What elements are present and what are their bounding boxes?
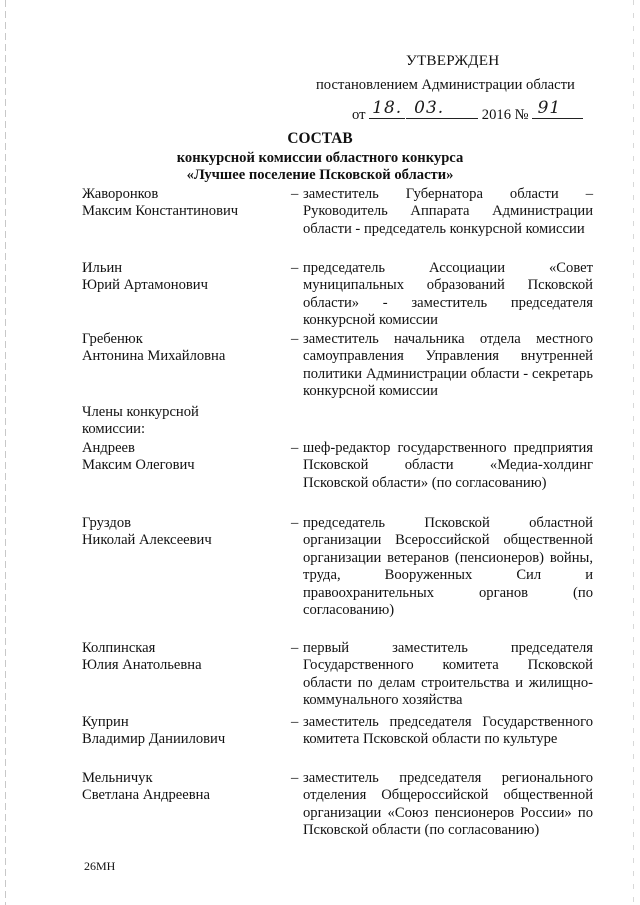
member-given-names: Юлия Анатольевна — [82, 657, 202, 674]
member-surname: Андреев — [82, 440, 135, 456]
document-subtitle-line1: конкурсной комиссии областного конкурса — [176, 150, 464, 166]
member-role: заместитель начальника отдела местного самоуправления Управления внутренней политики Администрации области - секретарь конкурсной комиссии — [303, 331, 593, 400]
member-surname: Гребенюк — [82, 331, 143, 347]
approval-date-row — [352, 97, 583, 124]
dash: – — [291, 640, 299, 656]
dash: – — [291, 440, 299, 456]
member-given-names: Юрий Артамонович — [82, 277, 208, 294]
member-given-names: Владимир Даниилович — [82, 731, 226, 748]
approval-heading: УТВЕРЖДЕН — [406, 52, 500, 69]
date-month-handwritten: 03. — [414, 97, 445, 118]
dash: – — [291, 331, 299, 347]
dash: – — [291, 515, 299, 531]
member-role: шеф-редактор государственного предприятия Псковской области «Медиа-холдинг Псковской области» (по согласованию) — [303, 440, 593, 491]
date-day-blank — [369, 97, 405, 119]
member-given-names: Светлана Андреевна — [82, 787, 210, 804]
members-subheading — [82, 404, 282, 439]
document-title: СОСТАВ — [287, 130, 353, 147]
members-subheading-line2: комиссии: — [82, 421, 146, 438]
member-role: председатель Ассоциации «Совет муниципальных образований Псковской области» - заместитель председателя конкурсной комиссии — [303, 260, 593, 329]
member-surname: Куприн — [82, 714, 129, 730]
approval-line: постановлением Администрации области — [316, 77, 575, 93]
member-given-names: Максим Олегович — [82, 457, 195, 474]
document-subtitle-line2: «Лучшее поселение Псковской области» — [186, 167, 454, 183]
member-surname: Ильин — [82, 260, 123, 276]
number-blank — [532, 97, 583, 119]
members-subheading-line1: Члены конкурсной — [82, 404, 199, 420]
year-text: 2016 № — [481, 107, 529, 123]
member-role: первый заместитель председателя Государственного комитета Псковской области по делам строительства и жилищно-коммунального хозяйства — [303, 640, 593, 709]
member-name — [82, 640, 282, 675]
dash: – — [291, 714, 299, 730]
member-name — [82, 770, 282, 805]
member-name — [82, 714, 282, 749]
member-surname: Груздов — [82, 515, 132, 531]
member-name — [82, 331, 282, 366]
date-prefix: от — [352, 107, 366, 123]
member-role: заместитель председателя регионального отделения Общероссийской общественной организации «Союз пенсионеров России» по Псковской области (по согласованию) — [303, 770, 593, 839]
member-role: заместитель Губернатора области – Руководитель Аппарата Администрации области - председатель конкурсной комиссии — [303, 186, 593, 237]
member-name — [82, 186, 282, 221]
member-name — [82, 440, 282, 475]
member-role: заместитель председателя Государственного комитета Псковской области по культуре — [303, 714, 593, 748]
member-name — [82, 260, 282, 295]
member-surname: Жаворонков — [82, 186, 159, 202]
member-role: председатель Псковской областной организации Всероссийской общественной организации ветеранов (пенсионеров) войны, труда, Вооруженных Сил и правоохранительных органов (по согласованию) — [303, 515, 593, 619]
member-name — [82, 515, 282, 550]
date-month-blank — [406, 97, 478, 119]
dash: – — [291, 186, 299, 202]
member-surname: Мельничук — [82, 770, 153, 786]
member-given-names: Антонина Михайловна — [82, 348, 226, 365]
dash: – — [291, 770, 299, 786]
number-handwritten: 91 — [537, 97, 562, 118]
member-given-names: Николай Алексеевич — [82, 532, 212, 549]
date-day-handwritten: 18. — [372, 97, 403, 118]
dash: – — [291, 260, 299, 276]
footer-code: 26МН — [84, 859, 116, 873]
member-given-names: Максим Константинович — [82, 203, 239, 220]
member-surname: Колпинская — [82, 640, 156, 656]
